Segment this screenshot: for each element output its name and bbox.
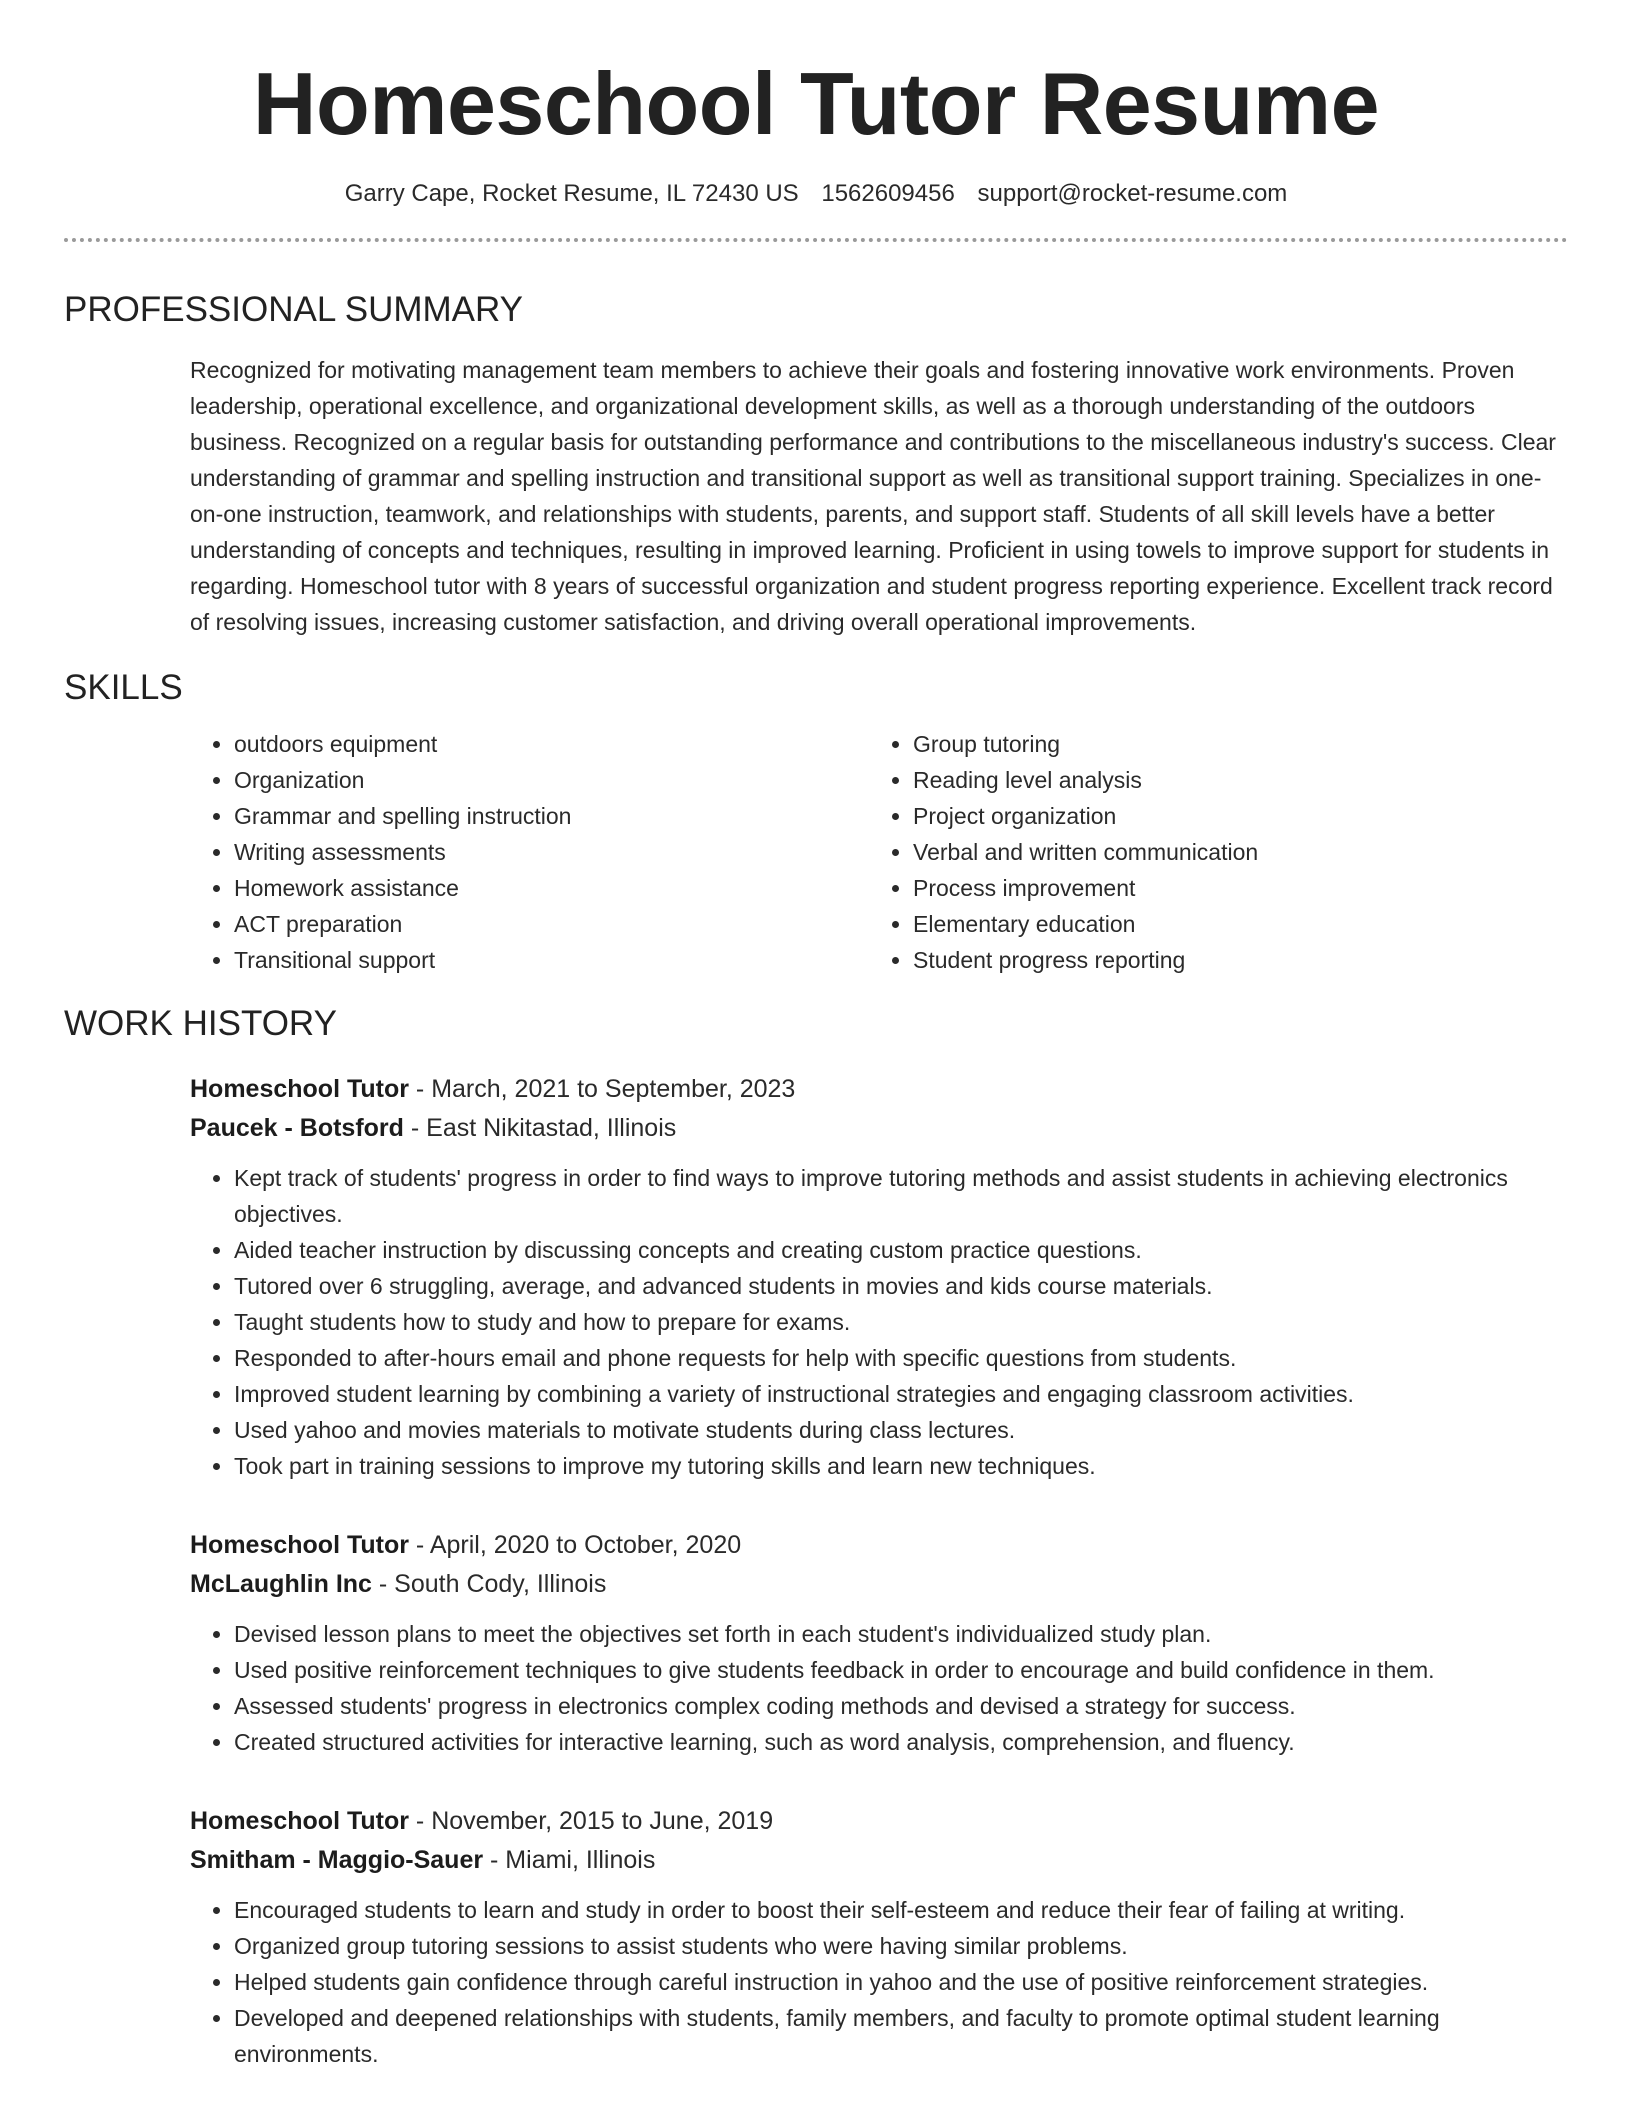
- job-bullet: • Organized group tutoring sessions to assist students who were having similar problems.: [234, 1928, 1568, 1964]
- job-title: Homeschool Tutor: [190, 1075, 409, 1103]
- job-entry: [190, 1802, 1568, 2072]
- job-company: Paucek - Botsford: [190, 1114, 404, 1142]
- job-bullet: • Assessed students' progress in electronics complex coding methods and devised a strategy for success.: [234, 1688, 1568, 1724]
- job-title: Homeschool Tutor: [190, 1531, 409, 1559]
- skills-heading: SKILLS: [64, 668, 183, 707]
- job-bullet: • Took part in training sessions to improve my tutoring skills and learn new techniques.: [234, 1448, 1568, 1484]
- skill-item: • ACT preparation: [234, 906, 869, 942]
- skill-item: • Reading level analysis: [913, 762, 1513, 798]
- job-location: - South Cody, Illinois: [371, 1570, 607, 1598]
- job-dates: - March, 2021 to September, 2023: [408, 1075, 796, 1103]
- job-dates: - November, 2015 to June, 2019: [408, 1807, 774, 1835]
- job-bullet: • Taught students how to study and how to prepare for exams.: [234, 1304, 1568, 1340]
- job-company: Smitham - Maggio-Sauer: [190, 1846, 484, 1874]
- job-title-line: [190, 1070, 1568, 1109]
- job-title-line: [190, 1526, 1568, 1565]
- contact-line: [64, 178, 1568, 210]
- job-title: Homeschool Tutor: [190, 1807, 409, 1835]
- job-bullet: • Created structured activities for interactive learning, such as word analysis, comprehension, and fluency.: [234, 1724, 1568, 1760]
- skills-column-left: [190, 726, 869, 978]
- job-company: McLaughlin Inc: [190, 1570, 372, 1598]
- job-bullets: [190, 1616, 1568, 1760]
- job-entry: [190, 1526, 1568, 1760]
- job-location: - Miami, Illinois: [483, 1846, 656, 1874]
- job-location: - East Nikitastad, Illinois: [403, 1114, 677, 1142]
- job-bullet: • Developed and deepened relationships with students, family members, and faculty to promote optimal student learning environments.: [234, 2000, 1568, 2072]
- skill-item: • Homework assistance: [234, 870, 869, 906]
- skill-item: • Organization: [234, 762, 869, 798]
- job-company-line: [190, 1841, 1568, 1880]
- contact-email: support@rocket-resume.com: [977, 180, 1288, 207]
- contact-address: Garry Cape, Rocket Resume, IL 72430 US: [344, 180, 799, 207]
- skill-item: • Process improvement: [913, 870, 1513, 906]
- job-bullets: [190, 1892, 1568, 2072]
- job-dates: - April, 2020 to October, 2020: [408, 1531, 742, 1559]
- skill-item: • Project organization: [913, 798, 1513, 834]
- job-bullet: • Helped students gain confidence through careful instruction in yahoo and the use of positive reinforcement strategies.: [234, 1964, 1568, 2000]
- skill-item: • Group tutoring: [913, 726, 1513, 762]
- work-history-heading: WORK HISTORY: [64, 1004, 337, 1043]
- summary-text: Recognized for motivating management team members to achieve their goals and fostering innovative work environments. Proven leadership, operational excellence, and organizational development skills, as well as a thorough understanding of the outdoors business. Recognized on a regular basis for outstanding performance and contributions to the miscellaneous industry's success. Clear understanding of grammar and spelling instruction and transitional support as well as transitional support training. Specializes in one-on-one instruction, teamwork, and relationships with students, parents, and support staff. Students of all skill levels have a better understanding of concepts and techniques, resulting in improved learning. Proficient in using towels to improve support for students in regarding. Homeschool tutor with 8 years of successful organization and student progress reporting experience. Excellent track record of resolving issues, increasing customer satisfaction, and driving overall operational improvements.: [190, 357, 1556, 635]
- job-company-line: [190, 1109, 1568, 1148]
- job-bullet: • Used positive reinforcement techniques to give students feedback in order to encourage and build confidence in them.: [234, 1652, 1568, 1688]
- job-title-line: [190, 1802, 1568, 1841]
- skills-list: [190, 726, 1568, 978]
- header-divider: [64, 238, 1568, 242]
- skill-item: • Student progress reporting: [913, 942, 1513, 978]
- skill-item: • Grammar and spelling instruction: [234, 798, 869, 834]
- skill-item: • Writing assessments: [234, 834, 869, 870]
- skills-column-right: [869, 726, 1513, 978]
- job-bullet: • Kept track of students' progress in order to find ways to improve tutoring methods and assist students in achieving electronics objectives.: [234, 1160, 1568, 1232]
- job-bullet: • Aided teacher instruction by discussing concepts and creating custom practice questions.: [234, 1232, 1568, 1268]
- skill-item: • Verbal and written communication: [913, 834, 1513, 870]
- job-bullet: • Encouraged students to learn and study in order to boost their self-esteem and reduce their fear of failing at writing.: [234, 1892, 1568, 1928]
- job-bullet: • Tutored over 6 struggling, average, and advanced students in movies and kids course materials.: [234, 1268, 1568, 1304]
- job-bullet: • Used yahoo and movies materials to motivate students during class lectures.: [234, 1412, 1568, 1448]
- skill-item: • Elementary education: [913, 906, 1513, 942]
- job-bullet: • Devised lesson plans to meet the objectives set forth in each student's individualized study plan.: [234, 1616, 1568, 1652]
- resume-title: Homeschool Tutor Resume: [252, 54, 1380, 153]
- job-bullets: [190, 1160, 1568, 1484]
- skill-item: • outdoors equipment: [234, 726, 869, 762]
- job-company-line: [190, 1565, 1568, 1604]
- job-entry: [190, 1070, 1568, 1484]
- contact-phone: 1562609456: [821, 180, 955, 207]
- summary-heading: PROFESSIONAL SUMMARY: [64, 290, 523, 329]
- job-bullet: • Improved student learning by combining a variety of instructional strategies and engaging classroom activities.: [234, 1376, 1568, 1412]
- job-bullet: • Responded to after-hours email and phone requests for help with specific questions from students.: [234, 1340, 1568, 1376]
- skill-item: • Transitional support: [234, 942, 869, 978]
- resume-page: [64, 0, 1568, 2072]
